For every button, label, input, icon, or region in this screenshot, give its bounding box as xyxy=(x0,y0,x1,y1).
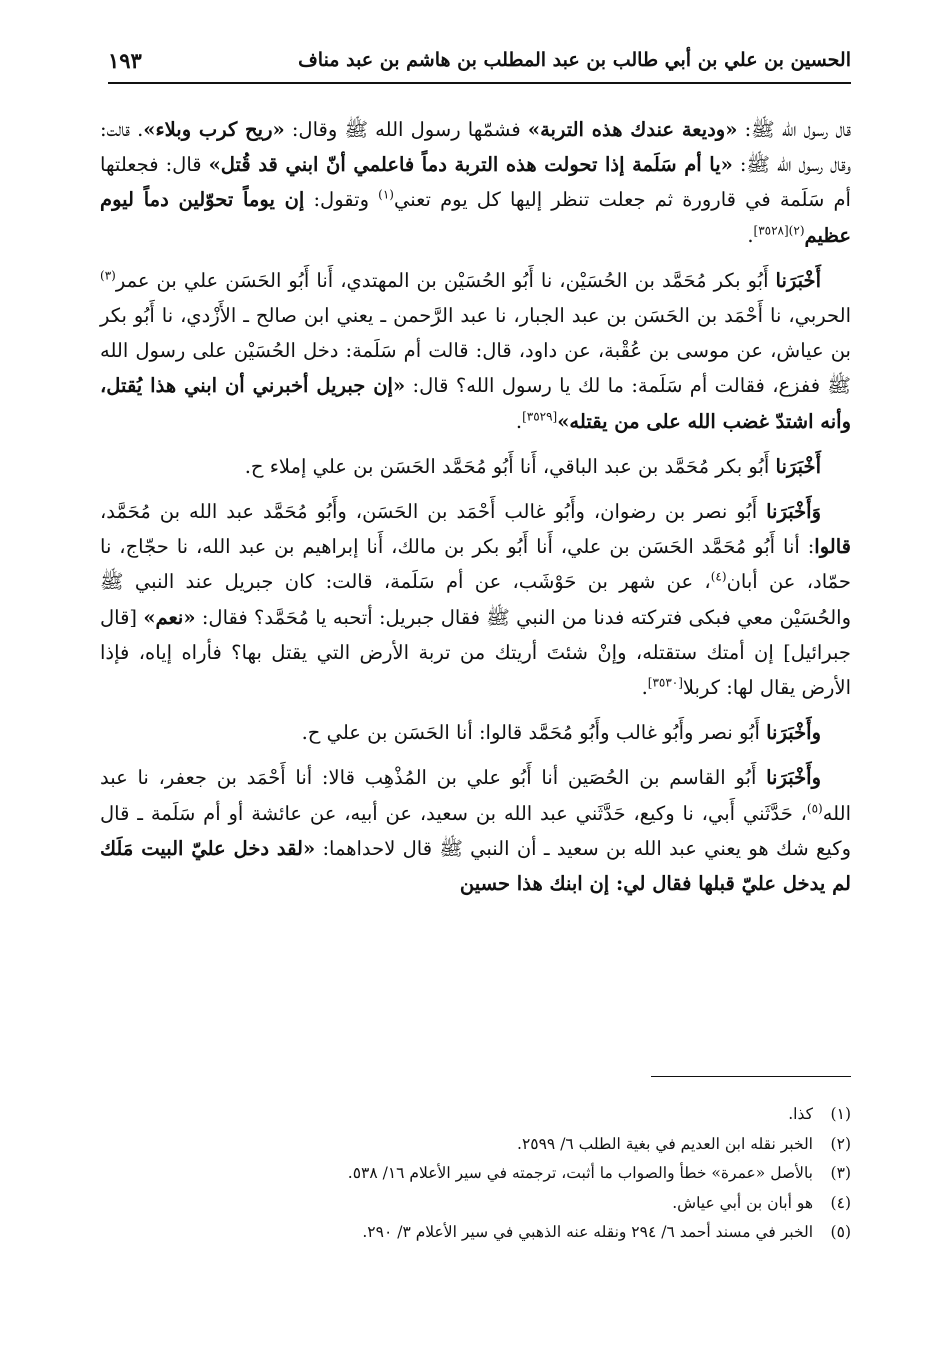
footnote-text: بالأصل «عمرة» خطأ والصواب ما أثبت، ترجمته في سير الأعلام ١٦/ ٥٣٨. xyxy=(347,1164,813,1182)
footnote-text: كذا. xyxy=(788,1105,813,1123)
footnote xyxy=(100,1189,851,1219)
text-run: : أنا أَبُو مُحَمَّد الحَسَن بن علي، أَنا أَبُو بكر بن مالك، أَنا إبراهيم بن عبد الله، نا حجّاج، نا حمّاد، عن أبان xyxy=(100,535,851,594)
bold-text: أَخْبَرَنا xyxy=(775,268,821,292)
text-run: [قال جبرائيل] إن أمتك ستقتله، وإنْ شئتَ أريتك من تربة الأرض التي يقتل بها؟ فأراه إياه، فإذا الأرض يقال لها: كربلا xyxy=(100,605,851,700)
reference-marker: (٥) xyxy=(806,801,823,816)
header-title: الحسين بن علي بن أبي طالب بن عبد المطلب بن هاشم بن عبد مناف xyxy=(298,49,851,71)
text-run: فشمّها رسول الله ﷺ وقال: xyxy=(284,118,528,141)
running-header xyxy=(108,40,851,80)
reference-marker: (٣) xyxy=(100,268,116,283)
text-run: ، عن شهر بن حَوْشَب، عن أم سَلَمة، قالت: كان جبريل عند النبي ﷺ والحُسَيْن معي فبكى فتركته فدنا من النبي ﷺ فقال جبريل: أتحبه يا مُحَمَّد؟ فقال: xyxy=(100,570,851,629)
bold-text: وأَخْبَرَنا xyxy=(766,721,821,745)
text-run: أَبُو بكر مُحَمَّد بن عبد الباقي، أَنا أَبُو مُحَمَّد الحَسَن بن علي إملاء ح. xyxy=(244,454,776,478)
bold-text: «ريح كرب وبلاء» xyxy=(143,118,285,141)
footnote-number: (٤) xyxy=(830,1193,851,1212)
header-divider xyxy=(108,82,851,84)
footnote xyxy=(100,1100,851,1130)
bold-text: وَأَخْبَرَنا xyxy=(766,500,821,524)
footnote xyxy=(100,1159,851,1189)
paragraph xyxy=(100,112,851,253)
paragraph xyxy=(100,449,851,484)
text-run: أَبُو القاسم بن الحُصَين أنا أَبُو علي بن المُذْهِب قالا: أنا أَحْمَد بن جعفر، نا عبد الله xyxy=(100,766,851,825)
reference-marker: [٣٥٣٠] xyxy=(647,675,683,690)
text-run: أَبُو نصر بن رضوان، وأَبُو غالب أَحْمَد بن الحَسَن، وأَبُو مُحَمَّد عبد الله بن مُحَمَّد، xyxy=(100,500,767,524)
paragraph xyxy=(100,263,851,439)
reference-marker: (١) xyxy=(378,187,394,202)
footnote-number: (٢) xyxy=(830,1134,851,1153)
text-run: قال رسول الله ﷺ: xyxy=(737,118,852,141)
bold-text: «نعم» xyxy=(143,605,196,629)
text-run: . قالت: وقال رسول الله ﷺ: xyxy=(100,118,851,177)
bold-text: إن يوماً تحوّلين دماً ليوم عظيم xyxy=(100,188,851,247)
text-run: أَبُو بكر مُحَمَّد بن الحُسَيْن، نا أَبُو الحُسَيْن بن المهتدي، أَنا أَبُو الحَسَن علي بن عمر xyxy=(115,268,776,292)
text-run: ، حَدَّثَني أَبي، نا وكيع، حَدَّثَني عبد الله بن سعيد، عن أبيه، عن عائشة أو أم سَلَمة ـ قال وكيع شك هو يعني عبد الله بن سعيد ـ أن النبي ﷺ قال لاحداهما: xyxy=(100,801,851,860)
footnote-number: (١) xyxy=(830,1105,851,1123)
text-run: وتقول: xyxy=(304,188,379,212)
reference-marker: (٤) xyxy=(710,569,727,584)
bold-text: وأَخْبَرَنا xyxy=(766,766,821,790)
footnote-text: هو أبان بن أبي عياش. xyxy=(672,1193,813,1212)
bold-text: «إن جبريل أخبرني أن ابني هذا يُقتل، وأنه اشتدّ غضب الله على من يقتله» xyxy=(100,374,851,433)
paragraph xyxy=(100,715,851,750)
footnote-divider xyxy=(651,1076,851,1077)
bold-text: أَخْبَرَنا xyxy=(775,454,821,478)
text-run: قال: فجعلتها أم سَلَمة في قارورة ثم جعلت تنظر إليها كل يوم تعني xyxy=(100,153,851,212)
footnote-number: (٥) xyxy=(830,1223,851,1241)
text-run: . xyxy=(747,223,754,247)
paragraph xyxy=(100,760,851,901)
footnotes xyxy=(100,1100,851,1248)
reference-marker: [٣٥٢٩] xyxy=(522,409,558,424)
bold-text: «لقد دخل عليّ البيت مَلَك لم يدخل عليّ قبلها فقال لي: إن ابنك هذا حسين xyxy=(100,836,851,896)
text-run: أَبُو نصر وأَبُو غالب وأَبُو مُحَمَّد قالوا: أنا الحَسَن بن علي ح. xyxy=(301,721,767,745)
footnote-text: الخبر نقله ابن العديم في بغية الطلب ٦/ ٢٥٩٩. xyxy=(517,1134,813,1153)
text-run: . xyxy=(515,409,523,433)
paragraph xyxy=(100,494,851,705)
footnote xyxy=(100,1218,851,1248)
bold-text: قالوا xyxy=(814,535,851,559)
text-run: . xyxy=(641,676,648,700)
footnote-number: (٣) xyxy=(830,1164,851,1182)
footnote-text: الخبر في مسند أحمد ٦/ ٢٩٤ ونقله عنه الذهبي في سير الأعلام ٣/ ٢٩٠. xyxy=(362,1223,813,1241)
reference-marker: (٢)[٣٥٢٨] xyxy=(753,223,805,238)
text-run: الحربي، نا أَحْمَد بن الحَسَن بن عبد الجبار، نا عبد الرَّحمن ـ يعني ابن صالح ـ الأَزْدي، نا أَبُو بكر بن عياش، عن موسى بن عُقْبة، عن داود، قال: قالت أم سَلَمة: دخل الحُسَيْن على رسول الله ﷺ ففزع، فقالت أم سَلَمة: ما لك يا رسول الله؟ قال: xyxy=(100,304,851,398)
main-text xyxy=(100,112,851,911)
bold-text: «وديعة عندك هذه التربة» xyxy=(527,118,738,141)
bold-text: «يا أم سَلَمة إذا تحولت هذه التربة دماً فاعلمي أنّ ابني قد قُتل» xyxy=(208,153,733,177)
page-number: ١٩٣ xyxy=(108,47,142,73)
footnote xyxy=(100,1130,851,1160)
